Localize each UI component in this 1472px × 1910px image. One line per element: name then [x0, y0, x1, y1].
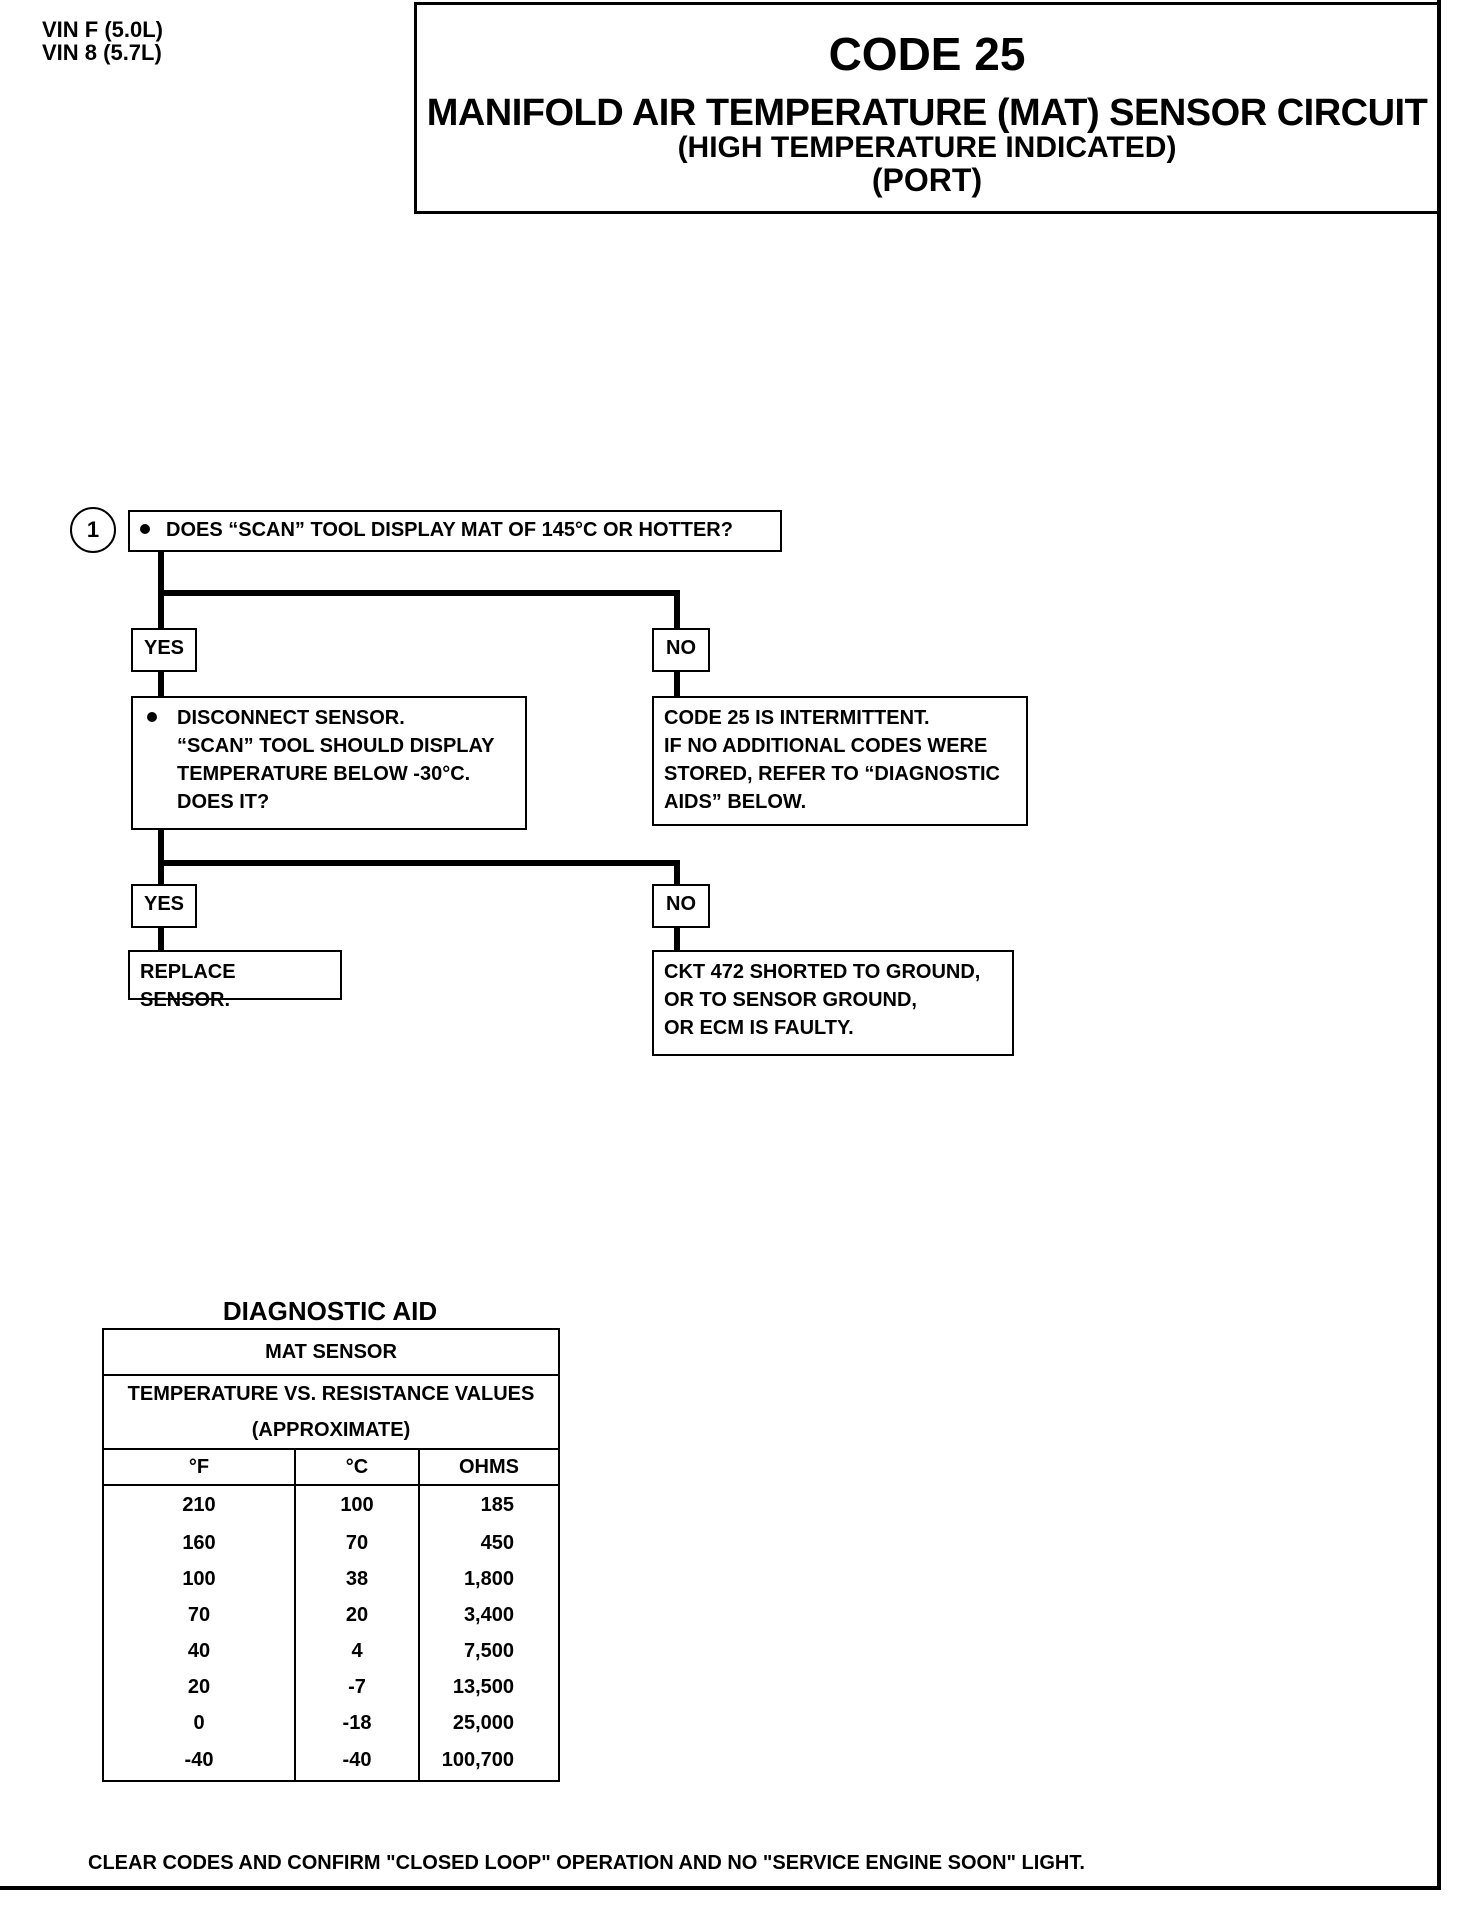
cell-c: 100: [295, 1485, 419, 1525]
no-label: NO: [652, 628, 710, 672]
no-label: NO: [652, 884, 710, 928]
cell-ohms: 450: [419, 1525, 559, 1561]
action-line: CKT 472 SHORTED TO GROUND,: [664, 961, 981, 983]
cell-ohms: 100,700: [419, 1741, 559, 1781]
question-text: DOES “SCAN” TOOL DISPLAY MAT OF 145°C OR HOTTER?: [166, 519, 733, 541]
cell-c: 20: [295, 1597, 419, 1633]
header-box: [414, 2, 1441, 214]
circuit-subtitle: (HIGH TEMPERATURE INDICATED): [677, 131, 1177, 164]
action-line: DISCONNECT SENSOR.: [177, 707, 405, 729]
connector-line: [158, 590, 680, 596]
cell-f: 40: [187, 1639, 211, 1662]
cell-ohms: 25,000: [419, 1705, 559, 1741]
no1-action-box: [652, 696, 1028, 826]
cell-c: -18: [295, 1705, 419, 1741]
table-row: [103, 1525, 559, 1561]
cell-c: 70: [295, 1525, 419, 1561]
diagnostic-aid-title: DIAGNOSTIC AID: [222, 1296, 438, 1326]
table-row: [103, 1485, 559, 1525]
cell-ohms: 185: [419, 1485, 559, 1525]
action-line: OR ECM IS FAULTY.: [664, 1017, 854, 1039]
question-box: [128, 510, 782, 552]
yes-label: YES: [131, 628, 197, 672]
column-header-f: °F: [103, 1449, 295, 1485]
cell-f: 0: [193, 1711, 205, 1734]
connector-line: [674, 860, 680, 884]
table-row: [103, 1741, 559, 1781]
vin-line-1: VIN F (5.0L): [42, 17, 164, 42]
cell-f: 210: [182, 1494, 216, 1516]
cell-ohms: 3,400: [419, 1597, 559, 1633]
connector-line: [674, 672, 680, 696]
circuit-title: MANIFOLD AIR TEMPERATURE (MAT) SENSOR CIRCUIT: [426, 92, 1428, 134]
cell-c: -40: [295, 1741, 419, 1781]
table-row: [103, 1633, 559, 1669]
table-subtitle: TEMPERATURE VS. RESISTANCE VALUES: [127, 1382, 535, 1405]
cell-f: -40: [184, 1749, 214, 1771]
table-row: [103, 1597, 559, 1633]
connector-line: [674, 928, 680, 950]
resistance-table: [102, 1328, 560, 1782]
no2-action-box: [652, 950, 1014, 1056]
connector-line: [674, 590, 680, 628]
step-number-circle: 1: [70, 507, 116, 553]
table-row: [103, 1705, 559, 1741]
cell-c: 4: [295, 1633, 419, 1669]
action-line: AIDS” BELOW.: [664, 791, 807, 813]
cell-f: 160: [182, 1531, 216, 1554]
connector-line: [158, 860, 680, 866]
column-header-c: °C: [295, 1449, 419, 1485]
action-line: CODE 25 IS INTERMITTENT.: [664, 707, 930, 729]
cell-ohms: 1,800: [419, 1561, 559, 1597]
bullet-icon: [140, 524, 150, 534]
cell-ohms: 7,500: [419, 1633, 559, 1669]
action-line: TEMPERATURE BELOW -30°C.: [177, 763, 471, 785]
action-line: DOES IT?: [177, 791, 270, 813]
bullet-icon: [147, 712, 157, 722]
cell-f: 100: [182, 1567, 216, 1590]
cell-f: 20: [187, 1675, 211, 1698]
table-row: [103, 1561, 559, 1597]
replace-sensor-box: REPLACE SENSOR.: [128, 950, 342, 1000]
column-header-ohms: OHMS: [419, 1449, 559, 1485]
action-line: OR TO SENSOR GROUND,: [664, 989, 917, 1011]
footer-note: CLEAR CODES AND CONFIRM "CLOSED LOOP" OPERATION AND NO "SERVICE ENGINE SOON" LIGHT.: [88, 1852, 1085, 1874]
table-title: MAT SENSOR: [103, 1329, 559, 1375]
yes1-action-box: [131, 696, 527, 830]
action-line: STORED, REFER TO “DIAGNOSTIC: [664, 763, 1000, 785]
cell-f: 70: [187, 1603, 211, 1626]
cell-ohms: 13,500: [419, 1669, 559, 1705]
table-row: [103, 1669, 559, 1705]
vin-block: [42, 18, 163, 64]
connector-line: [158, 830, 164, 884]
vin-line-2: VIN 8 (5.7L): [42, 40, 162, 65]
code-title: CODE 25: [828, 28, 1026, 80]
table-subtitle: (APPROXIMATE): [103, 1412, 559, 1449]
connector-line: [158, 928, 164, 950]
circuit-variant: (PORT): [871, 162, 983, 198]
action-line: IF NO ADDITIONAL CODES WERE: [664, 735, 988, 757]
cell-c: 38: [295, 1561, 419, 1597]
connector-line: [158, 672, 164, 696]
cell-c: -7: [295, 1669, 419, 1705]
action-line: “SCAN” TOOL SHOULD DISPLAY: [177, 735, 495, 757]
yes-label: YES: [131, 884, 197, 928]
